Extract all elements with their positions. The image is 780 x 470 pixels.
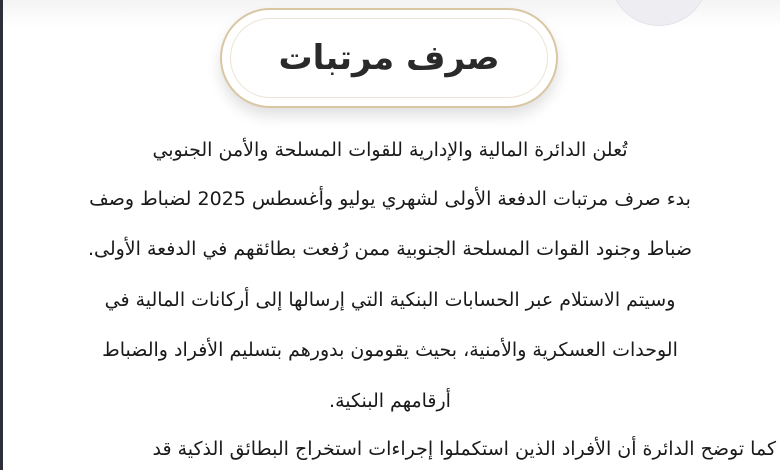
body-line-2: بدء صرف مرتبات الدفعة الأولى لشهري يوليو وأغسطس 2025 لضباط وصف — [89, 188, 691, 210]
body-line-7: كما توضح الدائرة أن الأفراد الذين استكملوا إجراءات استخراج البطائق الذكية قد — [152, 438, 776, 460]
body-line-1: تُعلن الدائرة المالية والإدارية للقوات المسلحة والأمن الجنوبي — [152, 139, 628, 161]
body-line-5: الوحدات العسكرية والأمنية، بحيث يقومون بدورهم بتسليم الأفراد والضباط — [102, 339, 678, 361]
body-line-6: أرقامهم البنكية. — [329, 390, 451, 412]
body-line-4: وسيتم الاستلام عبر الحسابات البنكية التي إرسالها إلى أركانات المالية في — [104, 289, 676, 311]
page-title: صرف مرتبات — [278, 38, 500, 78]
body-line-3: ضباط وجنود القوات المسلحة الجنوبية ممن رُفعت بطائقهم في الدفعة الأولى. — [87, 238, 693, 260]
title-banner — [220, 8, 558, 108]
